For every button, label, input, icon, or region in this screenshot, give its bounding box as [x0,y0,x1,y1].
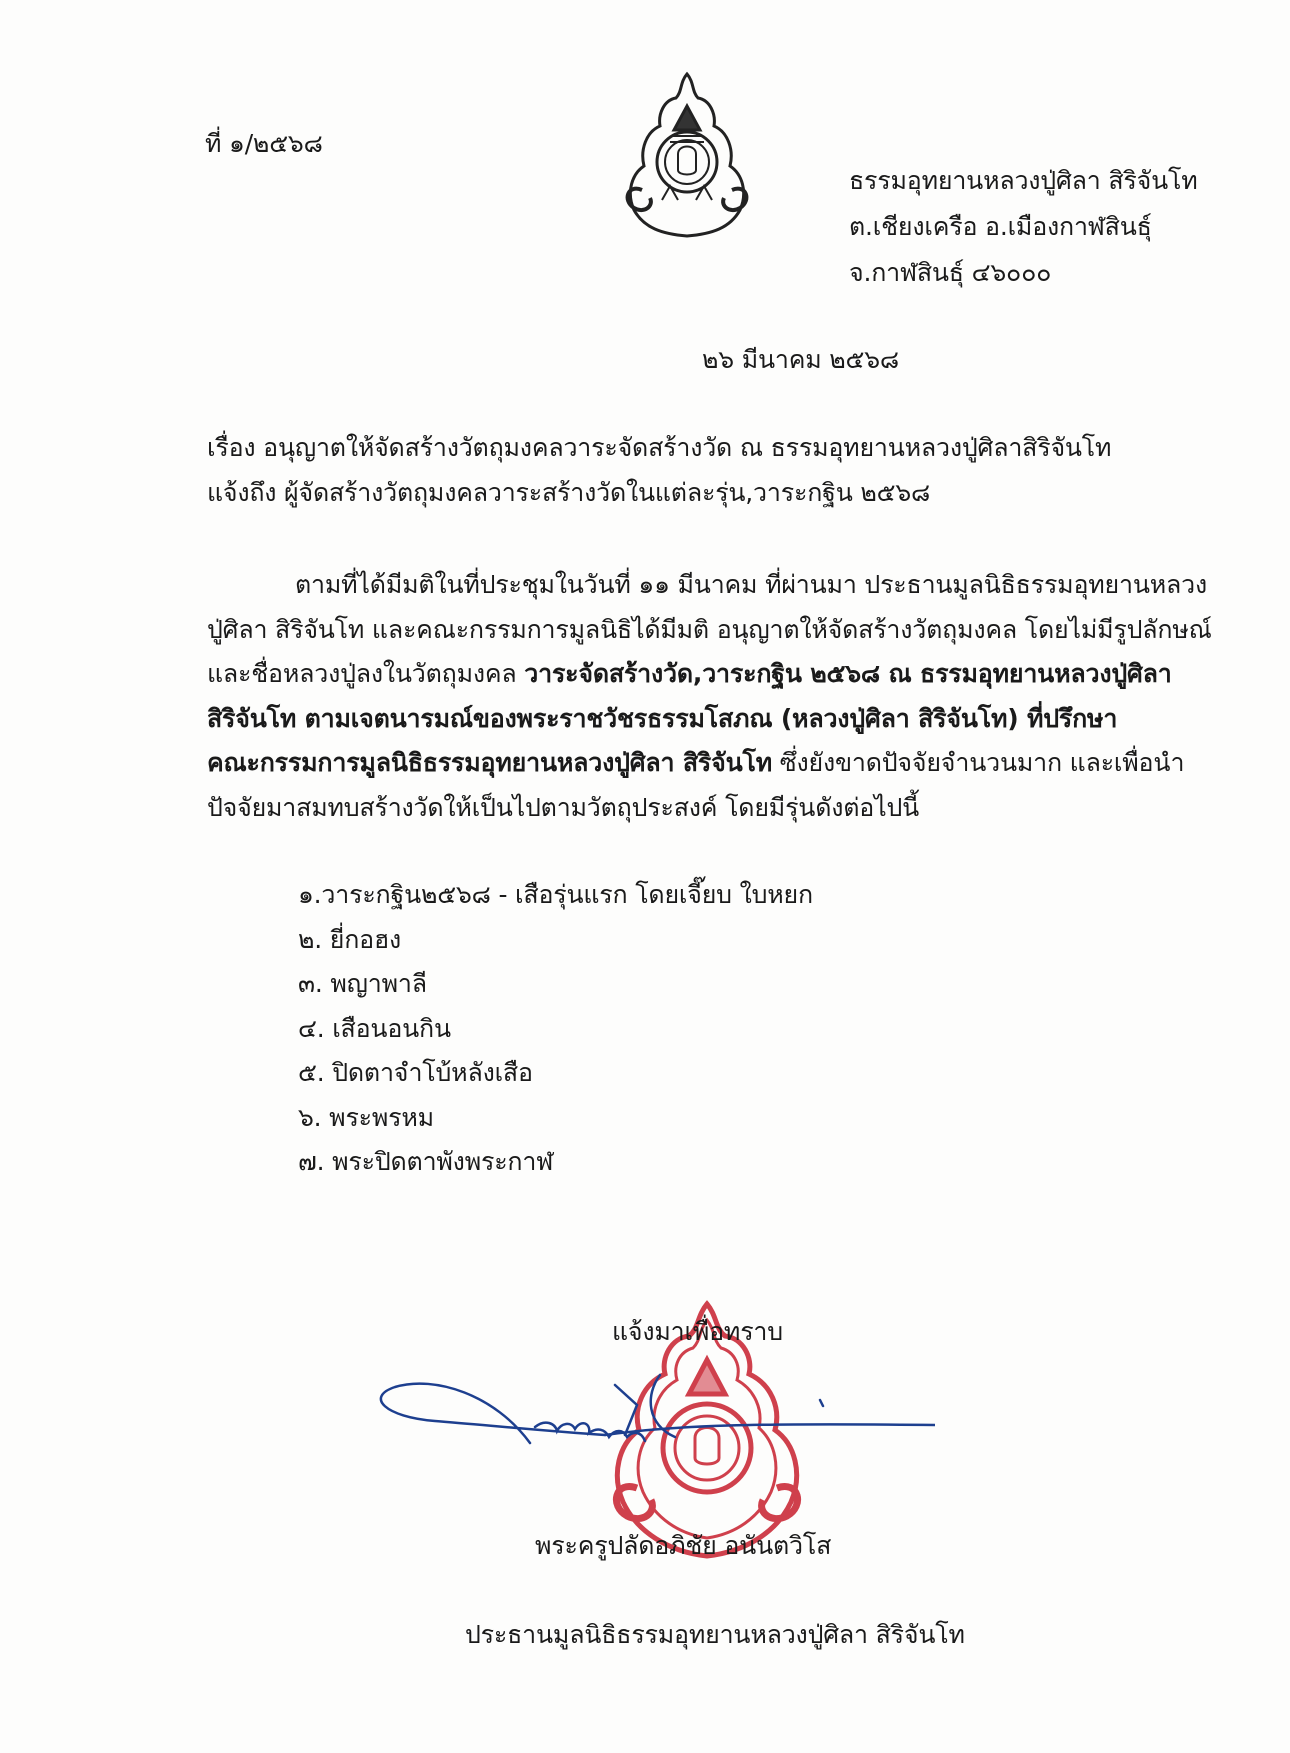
signer-title: ประธานมูลนิธิธรรมอุทยานหลวงปู่ศิลา สิริจันโท [465,1620,965,1649]
body-text-bold: คณะกรรมการมูลนิธิธรรมอุทยานหลวงปู่ศิลา สิริจันโท [207,748,773,777]
subject-line: เรื่อง อนุญาตให้จัดสร้างวัตถุมงคลวาระจัดสร้างวัด ณ ธรรมอุทยานหลวงปู่ศิลาสิริจันโท [207,433,1112,462]
closing-line: แจ้งมาเพื่อทราบ [612,1317,783,1346]
edition-list [298,873,813,1185]
address-line-district: ต.เชียงเครือ อ.เมืองกาฬสินธุ์ [849,212,1152,241]
list-item: ๗. พระปิดตาพังพระกาฬ [298,1147,554,1176]
list-item: ๔. เสือนอนกิน [298,1013,451,1043]
body-line [207,608,1212,653]
document-date: ๒๖ มีนาคม ๒๕๖๘ [702,345,900,374]
body-text: ปัจจัยมาสมทบสร้างวัดให้เป็นไปตามวัตถุประสงค์ โดยมีรุ่นดังต่อไปนี้ [207,792,920,822]
body-line [207,741,1185,786]
body-line [207,563,1207,608]
list-item: ๓. พญาพาลี [298,969,427,998]
recipient-line: แจ้งถึง ผู้จัดสร้างวัตถุมงคลวาระสร้างวัดในแต่ละรุ่น,วาระกฐิน ๒๕๖๘ [207,478,931,507]
body-paragraph [207,563,1212,830]
body-text: ปู่ศิลา สิริจันโท และคณะกรรมการมูลนิธิได้มีมติ อนุญาตให้จัดสร้างวัตถุมงคล โดยไม่มีรูปลักษณ์ [207,614,1212,644]
body-text: ตามที่ได้มีมติในที่ประชุมในวันที่ ๑๑ มีนาคม ที่ผ่านมา ประธานมูลนิธิธรรมอุทยานหลวง [295,570,1207,599]
list-item: ๑.วาระกฐิน๒๕๖๘ - เสือรุ่นแรก โดยเจี๊ยบ ใบหยก [298,880,813,909]
signer-name: พระครูปลัดอภิชัย อนันตวิโส [535,1531,832,1560]
body-text-bold: สิริจันโท ตามเจตนารมณ์ของพระราชวัชรธรรมโสภณ (หลวงปู่ศิลา สิริจันโท) ที่ปรึกษา [207,703,1118,733]
body-line [207,697,1177,742]
document-number: ที่ ๑/๒๕๖๘ [205,129,323,158]
address-line-name: ธรรมอุทยานหลวงปู่ศิลา สิริจันโท [849,166,1198,195]
address-line-province: จ.กาฬสินธุ์ ๔๖๐๐๐ [849,258,1052,287]
body-text: และชื่อหลวงปู่ลงในวัตถุมงคล [207,659,525,688]
body-text: ซึ่งยังขาดปัจจัยจำนวนมาก และเพื่อนำ [772,748,1185,777]
body-line [207,652,1177,697]
list-item: ๒. ยี่กอฮง [298,924,402,954]
body-line [207,786,1177,831]
body-text-bold: วาระจัดสร้างวัด,วาระกฐิน ๒๕๖๘ ณ ธรรมอุทยานหลวงปู่ศิลา [524,659,1172,688]
foundation-emblem-icon [612,70,762,240]
list-item: ๖. พระพรหม [298,1102,434,1132]
organization-address [849,158,1197,296]
handwritten-signature-icon [375,1365,935,1475]
list-item: ๕. ปิดตาจำโบ้หลังเสือ [298,1058,533,1087]
